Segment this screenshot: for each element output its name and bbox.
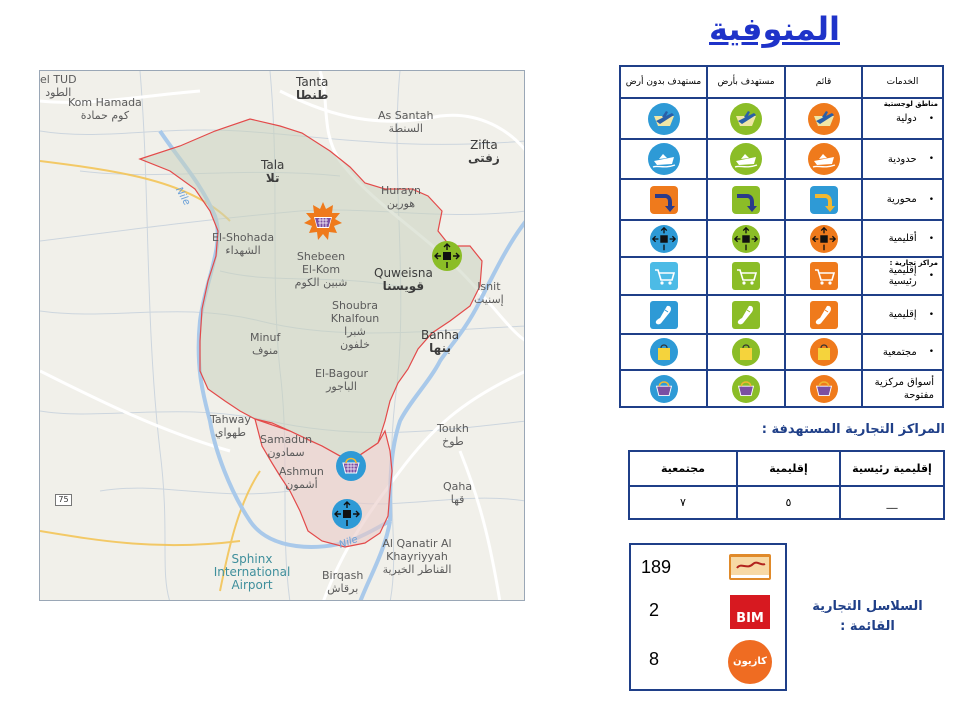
header-with-land: مستهدف بأرض	[706, 67, 784, 97]
chain-count: 2	[649, 600, 660, 620]
ship-icon	[648, 143, 680, 175]
services-table	[619, 65, 944, 408]
city-el-tud: el TUD الطود	[40, 73, 77, 99]
ship-icon	[808, 143, 840, 175]
city-tanta: Tanta طنطا	[296, 75, 329, 102]
shopping-cart-icon	[732, 262, 760, 290]
city-shoubra: Shoubra Khalfoun شبرا خلفون	[330, 299, 380, 351]
row-label: مجتمعية	[882, 346, 917, 358]
city-isnit: Isnit إسنيت	[474, 280, 504, 306]
ship-icon	[730, 143, 762, 175]
market-basket-marker[interactable]	[304, 202, 342, 240]
market-basket-icon	[810, 375, 838, 403]
target-centers-title: المراكز التجارية المستهدفة :	[761, 422, 945, 437]
plane-icon	[808, 103, 840, 135]
map[interactable]	[39, 70, 525, 601]
city-tahway: Tahway طهواي	[210, 413, 251, 439]
city-banha: Banha بنها	[421, 328, 460, 355]
market-basket-icon	[650, 375, 678, 403]
bim-logo: BIM	[730, 595, 770, 629]
services-row: • إقليمية	[621, 296, 942, 335]
junction-arrow-icon	[732, 186, 760, 214]
target-header-regional: إقليمية	[736, 452, 839, 485]
nile-label: Nile	[173, 185, 193, 208]
target-header-main-regional: إقليمية رئيسية	[839, 452, 943, 485]
plane-icon	[730, 103, 762, 135]
city-el-bagour: El-Bagour الباجور	[315, 367, 369, 393]
group-commercial-label: مراكز تجارية :	[889, 259, 938, 267]
city-birqash: Birqash برقاش	[322, 569, 364, 595]
shoe-icon	[732, 301, 760, 329]
city-minuf: Minuf منوف	[250, 331, 281, 357]
page-title: المنوفية	[709, 10, 840, 48]
shoe-icon	[650, 301, 678, 329]
shopping-bag-icon	[732, 338, 760, 366]
logistic-area-marker[interactable]	[432, 241, 462, 271]
header-services: الخدمات	[861, 67, 942, 97]
services-row: • أقليمية	[621, 221, 942, 258]
header-without-land: مستهدف بدون أرض	[625, 76, 702, 87]
market-basket-icon	[336, 451, 366, 481]
nile-label: Nile	[337, 534, 360, 551]
row-label: أقليمية	[888, 233, 917, 244]
group-logistic-label: مناطق لوجستية	[883, 100, 938, 108]
services-header-row	[621, 67, 942, 99]
plane-icon	[648, 103, 680, 135]
logistic-area-marker[interactable]	[332, 499, 362, 529]
city-el-shohada: El-Shohada الشهداء	[212, 231, 275, 257]
city-kom-hamada: Kom Hamada كوم حمادة	[68, 96, 142, 122]
city-qanatir: Al Qanatir Al Khayriyyah القناطر الخيرية	[382, 537, 452, 576]
city-sphinx-airport: Sphinx International Airport	[213, 552, 291, 592]
row-label: أسواق مركزية مفتوحة	[874, 376, 934, 401]
services-row	[621, 371, 942, 406]
services-row: مراكز تجارية : • إقليمية رئيسية	[621, 258, 942, 296]
header-existing: قائم	[784, 67, 861, 97]
shoe-icon	[810, 301, 838, 329]
city-shebeen: Shebeen El-Kom شبين الكوم	[294, 250, 348, 289]
target-centers-table	[628, 450, 945, 520]
row-label: إقليمية	[888, 309, 917, 320]
target-header-community: مجتمعية	[661, 462, 705, 475]
row-label: حدودية	[887, 153, 917, 165]
chain-count: 189	[641, 557, 672, 577]
city-toukh: Toukh طوخ	[437, 422, 469, 448]
services-row: مناطق لوجستية • دولية	[621, 99, 942, 140]
market-basket-icon	[732, 375, 760, 403]
row-label: دولية	[895, 113, 917, 124]
shopping-cart-icon	[810, 262, 838, 290]
target-value-main-regional: __	[839, 487, 943, 518]
logistic-area-icon	[650, 225, 678, 253]
junction-arrow-icon	[650, 186, 678, 214]
city-zifta: Zifta زفتى	[468, 138, 500, 165]
chains-box	[629, 543, 787, 691]
logistic-area-icon	[432, 241, 462, 271]
kazyon-logo: كازيون	[728, 640, 772, 684]
row-label: إقليمية رئيسية	[888, 265, 917, 287]
shopping-bag-icon	[810, 338, 838, 366]
chains-title: السلاسل التجارية القائمة :	[812, 599, 923, 634]
target-value-regional: ٥	[736, 487, 839, 518]
chain-count: 8	[649, 649, 660, 669]
logistic-area-icon	[810, 225, 838, 253]
city-qaha: Qaha قها	[443, 480, 473, 506]
starburst-basket-icon	[304, 202, 342, 240]
row-label: محورية	[886, 194, 917, 205]
city-ashmun: Ashmun أشمون	[279, 465, 324, 491]
logistic-area-icon	[332, 499, 362, 529]
city-as-santah: As Santah السنطة	[378, 109, 434, 135]
services-row: • مجتمعية	[621, 335, 942, 371]
city-hurayn: Hurayn هورين	[381, 184, 421, 210]
market-basket-marker[interactable]	[336, 451, 366, 481]
junction-arrow-icon	[810, 186, 838, 214]
city-tala: Tala تلا	[261, 158, 285, 185]
shopping-cart-icon	[650, 262, 678, 290]
shopping-bag-icon	[650, 338, 678, 366]
city-samadun: Samadun سمادون	[260, 433, 313, 459]
kheir-zaman-logo	[729, 554, 771, 580]
logistic-area-icon	[732, 225, 760, 253]
target-value-community: ٧	[680, 496, 686, 509]
road-shield: 75	[55, 494, 72, 506]
services-row: • محورية	[621, 180, 942, 221]
city-quweisna: Quweisna قويسنا	[374, 266, 433, 293]
services-row: • حدودية	[621, 140, 942, 180]
